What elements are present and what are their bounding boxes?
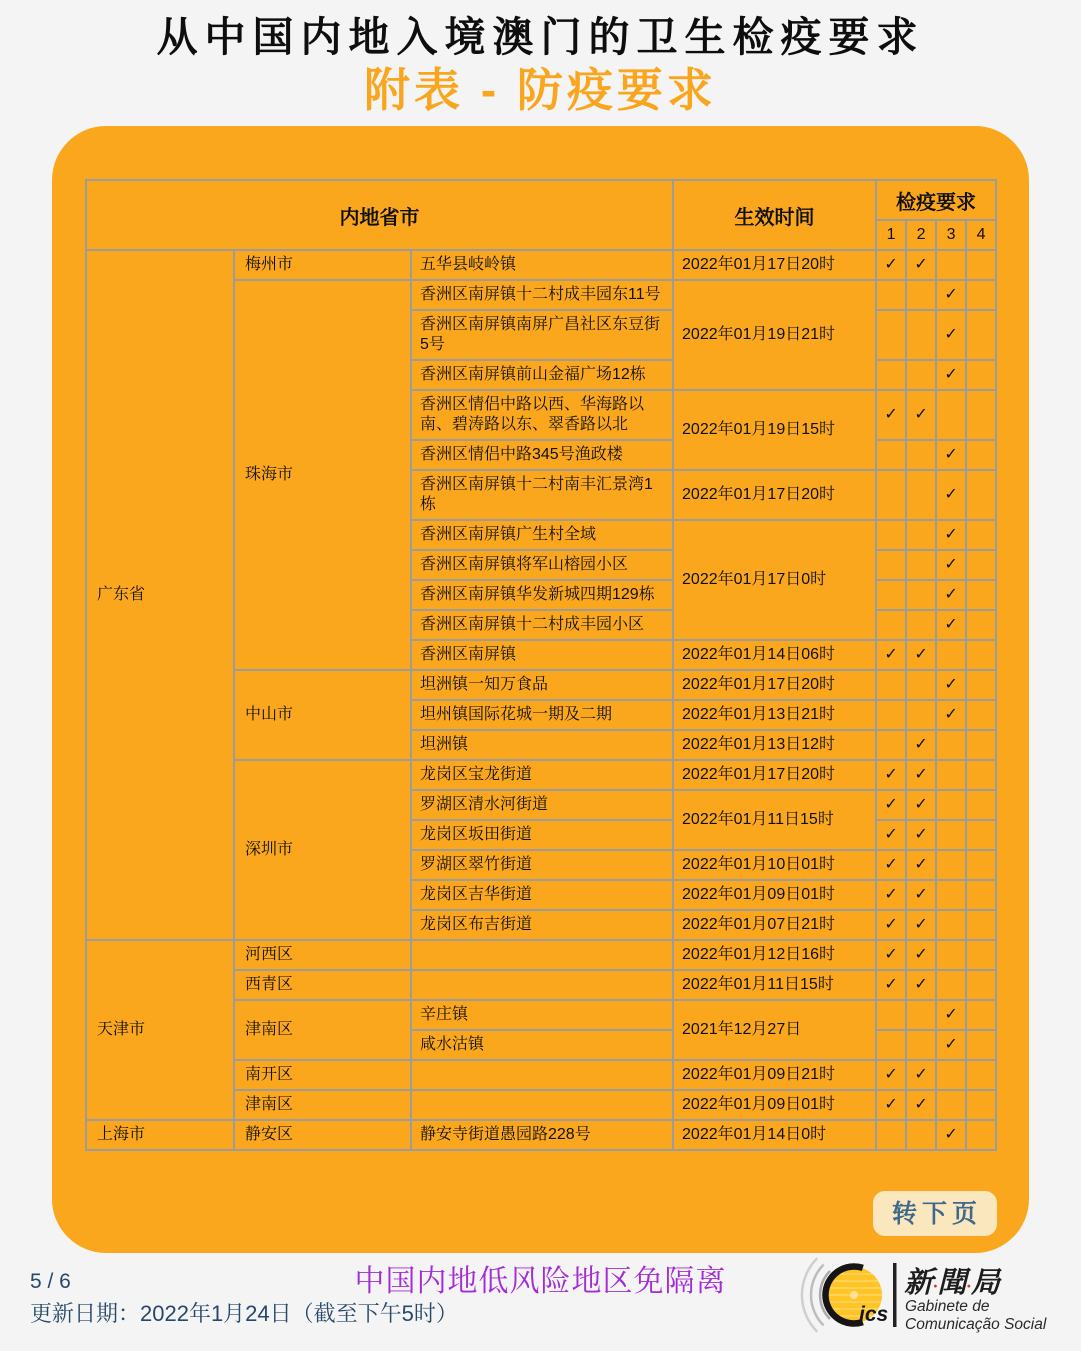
check-cell-1 [876,360,906,390]
area-cell: 龙岗区宝龙街道 [411,760,673,790]
header-region: 内地省市 [86,180,673,250]
area-cell: 龙岗区布吉街道 [411,910,673,940]
area-cell: 静安寺街道愚园路228号 [411,1120,673,1150]
check-cell-1: ✓ [876,760,906,790]
check-cell-4 [966,360,996,390]
check-cell-4 [966,310,996,360]
time-cell: 2022年01月13日21时 [673,700,876,730]
check-cell-1 [876,310,906,360]
check-cell-3: ✓ [936,610,966,640]
check-cell-3: ✓ [936,1000,966,1030]
logo-portuguese-line2: Comunicação Social [905,1316,1047,1333]
area-cell: 香洲区南屏镇前山金福广场12栋 [411,360,673,390]
check-cell-4 [966,730,996,760]
check-cell-2 [906,470,936,520]
check-cell-2 [906,1030,936,1060]
check-cell-2 [906,670,936,700]
check-cell-2 [906,360,936,390]
city-cell: 中山市 [234,670,411,760]
city-cell: 津南区 [234,1090,411,1120]
header-level-2: 2 [906,220,936,250]
time-cell: 2022年01月07日21时 [673,910,876,940]
check-cell-1 [876,280,906,310]
city-cell: 静安区 [234,1120,411,1150]
check-cell-4 [966,390,996,440]
check-cell-2: ✓ [906,250,936,280]
check-cell-1 [876,470,906,520]
check-cell-1: ✓ [876,790,906,820]
area-cell [411,970,673,1000]
logo-wave-icon [811,1265,824,1326]
check-cell-2: ✓ [906,790,936,820]
table-row [86,940,996,970]
check-cell-4 [966,1000,996,1030]
check-cell-1 [876,580,906,610]
check-cell-1: ✓ [876,250,906,280]
check-cell-1 [876,520,906,550]
check-cell-1: ✓ [876,1090,906,1120]
check-cell-3: ✓ [936,700,966,730]
check-cell-3 [936,1060,966,1090]
logo-center-dot-icon [850,1291,858,1299]
check-cell-4 [966,670,996,700]
check-cell-3 [936,1090,966,1120]
check-cell-4 [966,280,996,310]
check-cell-4 [966,440,996,470]
area-cell: 香洲区南屏镇南屏广昌社区东豆街5号 [411,310,673,360]
check-cell-4 [966,820,996,850]
check-cell-1: ✓ [876,940,906,970]
area-cell: 坦州镇国际花城一期及二期 [411,700,673,730]
check-cell-3 [936,760,966,790]
check-cell-2: ✓ [906,820,936,850]
check-cell-2 [906,280,936,310]
area-cell: 罗湖区清水河街道 [411,790,673,820]
logo-divider [893,1263,897,1327]
check-cell-4 [966,850,996,880]
check-cell-2: ✓ [906,880,936,910]
check-cell-4 [966,940,996,970]
header-quarantine: 检疫要求 [876,180,996,220]
check-cell-1 [876,440,906,470]
check-cell-3 [936,790,966,820]
content-panel [52,126,1029,1253]
check-cell-1: ✓ [876,640,906,670]
check-cell-1: ✓ [876,970,906,1000]
header-level-1: 1 [876,220,906,250]
check-cell-4 [966,970,996,1000]
time-cell: 2022年01月09日21时 [673,1060,876,1090]
check-cell-1: ✓ [876,820,906,850]
footer [0,1253,1081,1341]
check-cell-4 [966,470,996,520]
check-cell-2: ✓ [906,1060,936,1090]
check-cell-4 [966,550,996,580]
check-cell-2: ✓ [906,730,936,760]
check-cell-3: ✓ [936,1120,966,1150]
area-cell: 辛庄镇 [411,1000,673,1030]
check-cell-1 [876,610,906,640]
check-cell-2: ✓ [906,1090,936,1120]
check-cell-3 [936,730,966,760]
logo-wave-icon [802,1258,817,1332]
check-cell-1 [876,1000,906,1030]
check-cell-2: ✓ [906,390,936,440]
check-cell-3 [936,250,966,280]
check-cell-4 [966,700,996,730]
check-cell-1 [876,670,906,700]
city-cell: 西青区 [234,970,411,1000]
area-cell: 咸水沽镇 [411,1030,673,1060]
quarantine-table [85,179,997,1151]
check-cell-3: ✓ [936,280,966,310]
check-cell-2 [906,580,936,610]
check-cell-4 [966,580,996,610]
area-cell [411,940,673,970]
time-cell: 2022年01月09日01时 [673,880,876,910]
check-cell-2 [906,700,936,730]
page-subtitle: 附表 - 防疫要求 [364,64,717,116]
area-cell: 龙岗区吉华街道 [411,880,673,910]
area-cell: 香洲区南屏镇 [411,640,673,670]
time-cell: 2022年01月17日20时 [673,250,876,280]
check-cell-2 [906,610,936,640]
time-cell: 2022年01月11日15时 [673,970,876,1000]
check-cell-3 [936,970,966,1000]
check-cell-2: ✓ [906,970,936,1000]
time-cell: 2022年01月17日20时 [673,760,876,790]
check-cell-1: ✓ [876,1060,906,1090]
header-effective-time: 生效时间 [673,180,876,250]
table-row [86,1120,996,1150]
check-cell-1: ✓ [876,390,906,440]
check-cell-1: ✓ [876,880,906,910]
check-cell-4 [966,1090,996,1120]
area-cell: 香洲区南屏镇十二村南丰汇景湾1栋 [411,470,673,520]
city-cell: 珠海市 [234,280,411,670]
time-cell: 2021年12月27日 [673,1000,876,1060]
check-cell-3: ✓ [936,310,966,360]
time-cell: 2022年01月09日01时 [673,1090,876,1120]
check-cell-4 [966,1120,996,1150]
logo-portuguese-line1: Gabinete de [905,1298,990,1315]
province-cell: 天津市 [86,940,234,1120]
update-date: 更新日期：2022年1月24日（截至下午5时） [30,1301,458,1326]
time-cell: 2022年01月19日15时 [673,390,876,470]
check-cell-2 [906,1120,936,1150]
check-cell-3 [936,640,966,670]
area-cell: 香洲区情侣中路以西、华海路以南、碧涛路以东、翠香路以北 [411,390,673,440]
check-cell-1 [876,1120,906,1150]
area-cell: 香洲区情侣中路345号渔政楼 [411,440,673,470]
check-cell-3: ✓ [936,470,966,520]
city-cell: 河西区 [234,940,411,970]
area-cell: 香洲区南屏镇华发新城四期129栋 [411,580,673,610]
area-cell: 香洲区南屏镇十二村成丰园东11号 [411,280,673,310]
check-cell-1 [876,1030,906,1060]
check-cell-2 [906,1000,936,1030]
area-cell: 坦洲镇一知万食品 [411,670,673,700]
check-cell-4 [966,1030,996,1060]
check-cell-4 [966,910,996,940]
page-title: 从中国内地入境澳门的卫生检疫要求 [156,14,925,60]
check-cell-4 [966,520,996,550]
logo-acronym: ics [859,1303,889,1326]
time-cell: 2022年01月17日20时 [673,670,876,700]
area-cell: 坦洲镇 [411,730,673,760]
check-cell-3 [936,820,966,850]
check-cell-1 [876,550,906,580]
area-cell: 五华县岐岭镇 [411,250,673,280]
time-cell: 2022年01月17日0时 [673,520,876,640]
area-cell: 香洲区南屏镇十二村成丰园小区 [411,610,673,640]
check-cell-1 [876,730,906,760]
city-cell: 津南区 [234,1000,411,1060]
check-cell-4 [966,1060,996,1090]
page-indicator: 5 / 6 [30,1270,71,1293]
province-cell: 上海市 [86,1120,234,1150]
check-cell-3: ✓ [936,670,966,700]
check-cell-3 [936,910,966,940]
check-cell-2: ✓ [906,910,936,940]
area-cell: 香洲区南屏镇广生村全域 [411,520,673,550]
check-cell-1: ✓ [876,910,906,940]
check-cell-4 [966,640,996,670]
check-cell-2 [906,550,936,580]
check-cell-3: ✓ [936,440,966,470]
area-cell: 龙岗区坂田街道 [411,820,673,850]
check-cell-4 [966,250,996,280]
check-cell-4 [966,790,996,820]
table-row [86,250,996,280]
check-cell-4 [966,760,996,790]
time-cell: 2022年01月17日20时 [673,470,876,520]
check-cell-2: ✓ [906,940,936,970]
header-level-4: 4 [966,220,996,250]
check-cell-3 [936,880,966,910]
time-cell: 2022年01月10日01时 [673,850,876,880]
check-cell-3: ✓ [936,360,966,390]
time-cell: 2022年01月19日21时 [673,280,876,390]
check-cell-2: ✓ [906,850,936,880]
check-cell-3: ✓ [936,550,966,580]
area-cell [411,1060,673,1090]
area-cell: 罗湖区翠竹街道 [411,850,673,880]
city-cell: 深圳市 [234,760,411,940]
gcs-logo [797,1255,1077,1335]
time-cell: 2022年01月14日0时 [673,1120,876,1150]
check-cell-2 [906,310,936,360]
table-body [86,250,996,1150]
check-cell-3 [936,390,966,440]
check-cell-4 [966,610,996,640]
header-level-3: 3 [936,220,966,250]
province-cell: 广东省 [86,250,234,940]
time-cell: 2022年01月12日16时 [673,940,876,970]
time-cell: 2022年01月13日12时 [673,730,876,760]
check-cell-1 [876,700,906,730]
check-cell-3 [936,940,966,970]
area-cell [411,1090,673,1120]
area-cell: 香洲区南屏镇将军山榕园小区 [411,550,673,580]
check-cell-3: ✓ [936,580,966,610]
footer-note: 中国内地低风险地区免隔离 [354,1265,727,1298]
city-cell: 梅州市 [234,250,411,280]
check-cell-2 [906,520,936,550]
check-cell-3 [936,850,966,880]
check-cell-2 [906,440,936,470]
check-cell-2: ✓ [906,760,936,790]
city-cell: 南开区 [234,1060,411,1090]
check-cell-3: ✓ [936,520,966,550]
next-page-button[interactable]: 转下页 [873,1191,997,1236]
check-cell-1: ✓ [876,850,906,880]
check-cell-3: ✓ [936,1030,966,1060]
check-cell-4 [966,880,996,910]
table-header-row-1 [86,180,996,220]
time-cell: 2022年01月11日15时 [673,790,876,850]
check-cell-2: ✓ [906,640,936,670]
time-cell: 2022年01月14日06时 [673,640,876,670]
logo-chinese-name: 新·聞·局 [904,1267,1001,1299]
